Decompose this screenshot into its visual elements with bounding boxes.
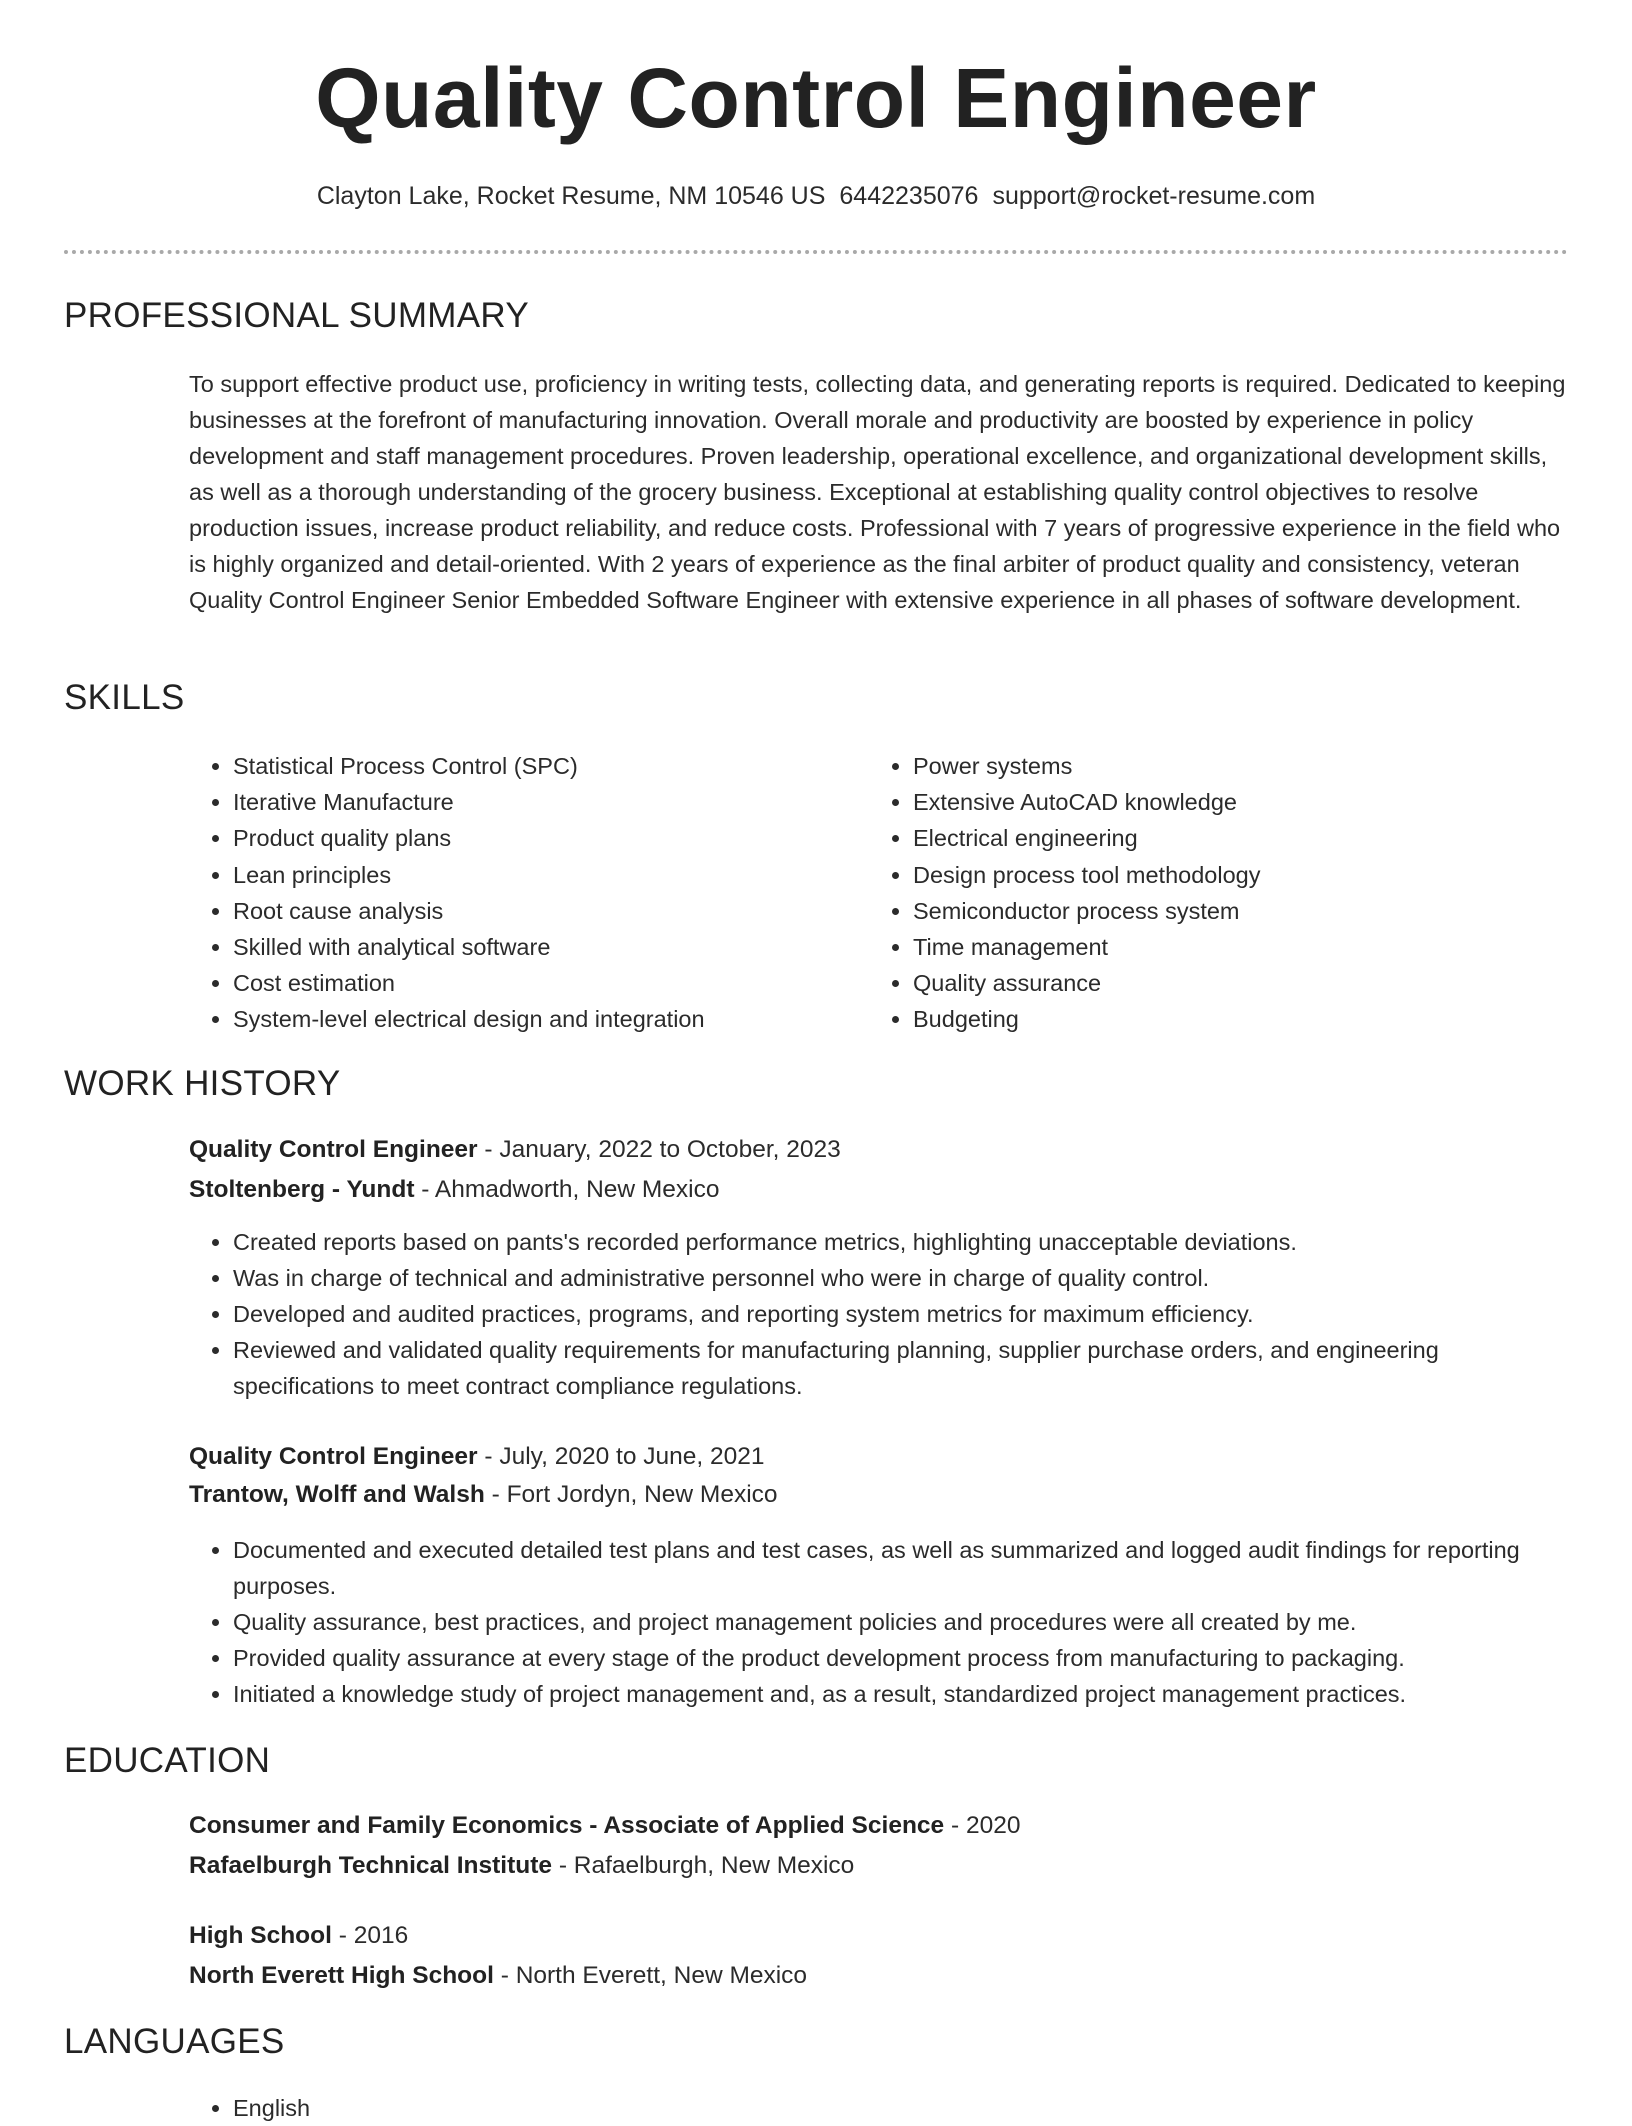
section-title-summary: PROFESSIONAL SUMMARY xyxy=(64,296,529,335)
education-school: Rafaelburgh Technical Institute xyxy=(189,1852,553,1879)
skill-item: • System-level electrical design and integration xyxy=(233,1001,705,1037)
job-title-line xyxy=(189,1136,841,1164)
skill-item: • Skilled with analytical software xyxy=(233,929,705,965)
education-degree-line xyxy=(189,1922,408,1950)
job-company: Trantow, Wolff and Walsh xyxy=(189,1481,485,1508)
skill-item: • Semiconductor process system xyxy=(913,893,1260,929)
job-bullet-item: • Developed and audited practices, programs, and reporting system metrics for maximum efficiency. xyxy=(233,1296,1583,1332)
skill-item: • Iterative Manufacture xyxy=(233,784,705,820)
job-company: Stoltenberg - Yundt xyxy=(189,1176,415,1203)
education-location: - North Everett, New Mexico xyxy=(493,1962,808,1989)
skill-item: • Quality assurance xyxy=(913,965,1260,1001)
language-item: • English xyxy=(233,2090,1583,2126)
job-company-line xyxy=(189,1176,720,1204)
skill-item: • Power systems xyxy=(913,748,1260,784)
education-degree: High School xyxy=(189,1922,332,1949)
job-bullet-item: • Reviewed and validated quality requirements for manufacturing planning, supplier purchase orders, and engineering specifications to meet contract compliance regulations. xyxy=(233,1332,1583,1404)
skills-list-left xyxy=(189,748,705,1038)
job-bullet-item: • Documented and executed detailed test plans and test cases, as well as summarized and logged audit findings for reporting purposes. xyxy=(233,1532,1583,1604)
job-location: - Fort Jordyn, New Mexico xyxy=(484,1481,778,1508)
job-bullet-item: • Created reports based on pants's recorded performance metrics, highlighting unacceptable deviations. xyxy=(233,1224,1583,1260)
education-school-line xyxy=(189,1962,807,1990)
job-dates: - January, 2022 to October, 2023 xyxy=(477,1136,841,1163)
section-title-work-history: WORK HISTORY xyxy=(64,1064,341,1103)
contact-line xyxy=(0,182,1632,211)
education-degree: Consumer and Family Economics - Associate of Applied Science xyxy=(189,1812,945,1839)
skill-item: • Product quality plans xyxy=(233,820,705,856)
job-bullet-item: • Provided quality assurance at every stage of the product development process from manufacturing to packaging. xyxy=(233,1640,1583,1676)
summary-text: To support effective product use, proficiency in writing tests, collecting data, and generating reports is required. Dedicated to keeping businesses at the forefront of manufacturing innovation. Overall morale and productivity are boosted by experience in policy development and staff management procedures. Proven leadership, operational excellence, and organizational development skills, as well as a thorough understanding of the grocery business. Exceptional at establishing quality control objectives to resolve production issues, increase product reliability, and reduce costs. Professional with 7 years of progressive experience in the field who is highly organized and detail-oriented. With 2 years of experience as the final arbiter of product quality and consistency, veteran Quality Control Engineer Senior Embedded Software Engineer with extensive experience in all phases of software development. xyxy=(189,371,1566,613)
job-bullet-item: • Was in charge of technical and administrative personnel who were in charge of quality control. xyxy=(233,1260,1583,1296)
skill-item: • Root cause analysis xyxy=(233,893,705,929)
skill-item: • Statistical Process Control (SPC) xyxy=(233,748,705,784)
skill-item: • Cost estimation xyxy=(233,965,705,1001)
education-year: - 2020 xyxy=(944,1812,1021,1839)
skills-list-right xyxy=(869,748,1260,1038)
skill-item: • Electrical engineering xyxy=(913,820,1260,856)
education-school: North Everett High School xyxy=(189,1962,494,1989)
skill-item: • Time management xyxy=(913,929,1260,965)
job-location: - Ahmadworth, New Mexico xyxy=(414,1176,720,1203)
contact-email: support@rocket-resume.com xyxy=(992,182,1316,210)
skill-item: • Extensive AutoCAD knowledge xyxy=(913,784,1260,820)
header-divider xyxy=(64,250,1568,254)
job-role: Quality Control Engineer xyxy=(189,1136,478,1163)
job-title-line xyxy=(189,1443,765,1471)
skill-item: • Budgeting xyxy=(913,1001,1260,1037)
section-title-education: EDUCATION xyxy=(64,1741,271,1780)
contact-address: Clayton Lake, Rocket Resume, NM 10546 US xyxy=(316,182,826,210)
education-location: - Rafaelburgh, New Mexico xyxy=(552,1852,855,1879)
job-dates: - July, 2020 to June, 2021 xyxy=(477,1443,765,1470)
job-role: Quality Control Engineer xyxy=(189,1443,478,1470)
skill-item: • Lean principles xyxy=(233,857,705,893)
languages-list xyxy=(189,2090,1583,2126)
section-title-skills: SKILLS xyxy=(64,678,185,717)
job-bullets xyxy=(189,1224,1583,1404)
resume-name-title: Quality Control Engineer xyxy=(315,51,1317,145)
job-bullets xyxy=(189,1532,1583,1712)
job-bullet-item: • Quality assurance, best practices, and project management policies and procedures were all created by me. xyxy=(233,1604,1583,1640)
job-company-line xyxy=(189,1481,778,1509)
section-title-languages: LANGUAGES xyxy=(64,2022,285,2061)
education-year: - 2016 xyxy=(331,1922,409,1949)
skill-item: • Design process tool methodology xyxy=(913,857,1260,893)
education-school-line xyxy=(189,1852,854,1880)
job-bullet-item: • Initiated a knowledge study of project management and, as a result, standardized project management practices. xyxy=(233,1676,1583,1712)
education-degree-line xyxy=(189,1812,1020,1840)
contact-phone: 6442235076 xyxy=(839,182,979,210)
